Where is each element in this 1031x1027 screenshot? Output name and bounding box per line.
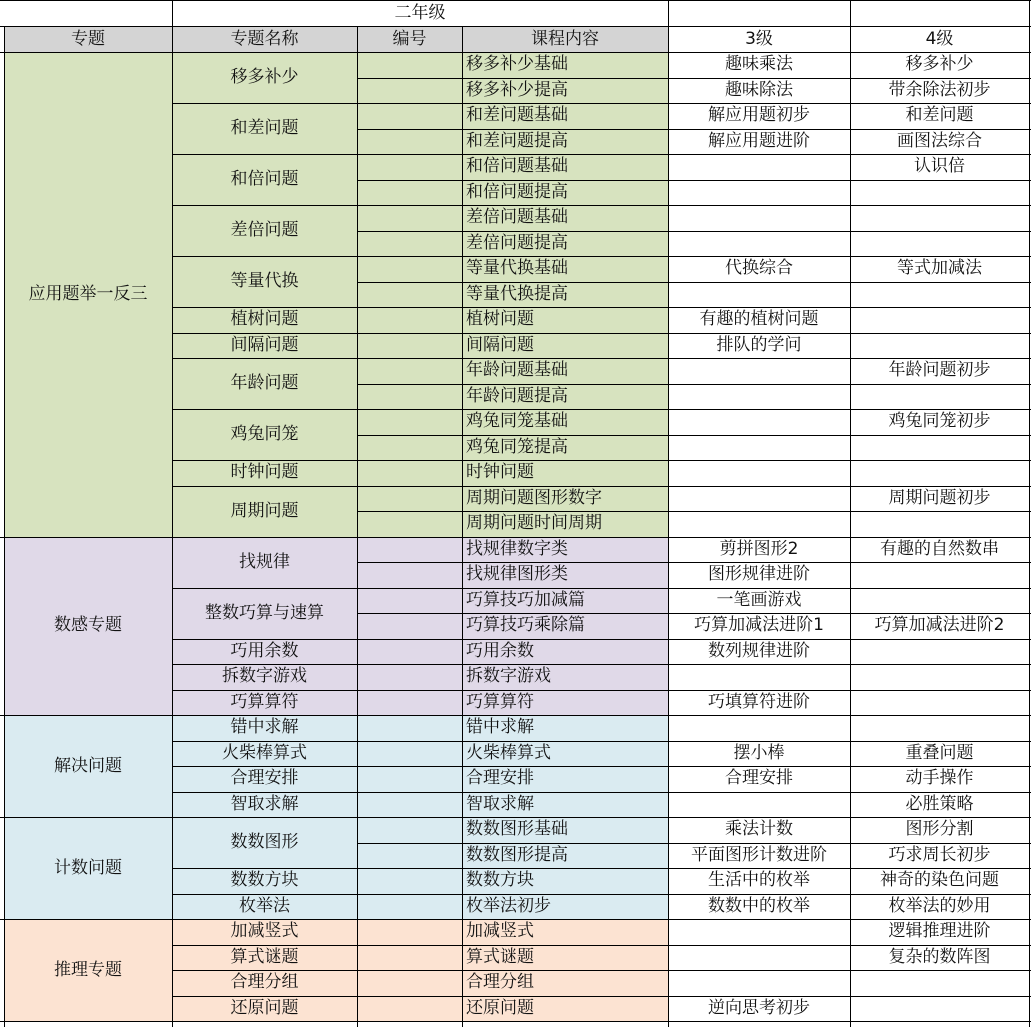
level3-cell[interactable]: 趣味除法	[725, 79, 793, 100]
course-content-cell[interactable]: 时钟问题	[462, 460, 668, 486]
course-content-cell[interactable]: 枚举法初步	[462, 894, 668, 920]
table-title[interactable]: 二年级	[394, 2, 446, 23]
topic-name-cell[interactable]: 鸡兔同笼	[172, 409, 357, 460]
course-content-cell[interactable]: 周期问题图形数字	[462, 486, 668, 512]
topic-name-cell[interactable]: 合理分组	[172, 970, 357, 996]
course-content-cell[interactable]: 加减竖式	[462, 919, 668, 945]
grid-line	[357, 231, 1031, 232]
grid-line	[0, 0, 1031, 1]
grid-line	[0, 537, 1031, 538]
topic-name-cell[interactable]: 合理安排	[172, 766, 357, 792]
level4-cell[interactable]	[850, 690, 1029, 716]
course-content-cell[interactable]: 等量代换提高	[462, 282, 668, 308]
level4-cell[interactable]	[850, 639, 1029, 665]
course-content-cell[interactable]: 植树问题	[462, 307, 668, 333]
course-content-cell[interactable]: 周期问题时间周期	[462, 511, 668, 537]
level3-cell[interactable]	[668, 460, 850, 486]
grid-line	[172, 690, 462, 691]
grid-line	[172, 664, 462, 665]
course-content-cell[interactable]: 数数图形提高	[462, 843, 668, 869]
grid-line	[357, 562, 1031, 563]
header-topic-name[interactable]: 专题名称	[172, 26, 357, 52]
grid-line	[172, 205, 462, 206]
course-content-cell[interactable]: 巧算技巧加减篇	[462, 588, 668, 614]
level4-cell[interactable]: 等式加减法	[897, 258, 982, 279]
course-content-cell[interactable]: 和差问题提高	[462, 129, 668, 155]
grid-line	[172, 103, 462, 104]
number-cell[interactable]	[357, 639, 462, 665]
course-content-cell[interactable]: 数数图形基础	[462, 817, 668, 843]
level4-cell[interactable]: 带余除法初步	[888, 79, 991, 100]
topic-name-cell[interactable]: 和倍问题	[172, 154, 357, 205]
level4-cell[interactable]	[850, 664, 1029, 690]
topic-name-cell[interactable]: 巧算算符	[172, 690, 357, 716]
grid-line	[0, 26, 1031, 27]
topic-name-cell[interactable]: 数数图形	[172, 817, 357, 868]
header-level3[interactable]: 3级	[745, 28, 773, 49]
grid-line	[357, 78, 1031, 79]
grid-line	[357, 26, 358, 52]
level3-cell[interactable]	[668, 384, 850, 410]
topic-name-cell[interactable]: 和差问题	[172, 103, 357, 154]
course-content-cell[interactable]: 差倍问题基础	[462, 205, 668, 231]
grid-line	[0, 919, 1031, 920]
level3-cell[interactable]	[668, 486, 850, 512]
course-content-cell[interactable]: 间隔问题	[462, 333, 668, 359]
grid-line	[172, 766, 462, 767]
level4-cell[interactable]	[850, 511, 1029, 537]
level4-cell[interactable]	[850, 231, 1029, 257]
grid-line	[462, 52, 463, 1027]
level4-cell[interactable]	[850, 282, 1029, 308]
number-cell[interactable]	[357, 690, 462, 716]
grid-line	[172, 868, 462, 869]
course-content-cell[interactable]: 合理分组	[462, 970, 668, 996]
course-content-cell[interactable]: 错中求解	[462, 715, 668, 741]
topic-name-cell[interactable]: 整数巧算与速算	[172, 588, 357, 639]
grid-line	[172, 333, 462, 334]
level3-cell[interactable]	[668, 715, 850, 741]
grid-line	[172, 26, 173, 52]
number-cell[interactable]	[357, 460, 462, 486]
level4-cell[interactable]	[850, 435, 1029, 461]
grid-line	[1029, 52, 1030, 1027]
grid-line	[357, 282, 1031, 283]
grid-line	[172, 996, 462, 997]
grid-line	[0, 817, 1031, 818]
number-cell[interactable]	[357, 741, 462, 767]
grid-line	[172, 409, 462, 410]
grid-line	[850, 52, 851, 1027]
topic-name-cell[interactable]: 数数方块	[172, 868, 357, 894]
grid-line	[172, 256, 462, 257]
topic-name-cell[interactable]: 巧用余数	[172, 639, 357, 665]
course-content-cell[interactable]: 找规律数字类	[462, 537, 668, 563]
level3-cell[interactable]: 合理安排	[725, 768, 793, 789]
course-content-cell[interactable]: 合理安排	[462, 766, 668, 792]
level3-cell[interactable]: 一笔画游戏	[716, 589, 802, 610]
topic-name-cell[interactable]: 枚举法	[172, 894, 357, 920]
topic-name-cell[interactable]: 差倍问题	[172, 205, 357, 256]
level4-cell[interactable]: 枚举法的妙用	[888, 895, 991, 916]
grid-line	[357, 843, 1031, 844]
course-content-cell[interactable]: 拆数字游戏	[462, 664, 668, 690]
level4-cell[interactable]	[850, 333, 1029, 359]
level4-cell[interactable]: 动手操作	[905, 768, 974, 789]
number-cell[interactable]	[357, 894, 462, 920]
header-number[interactable]: 编号	[357, 26, 462, 52]
course-content-cell[interactable]: 差倍问题提高	[462, 231, 668, 257]
level3-cell[interactable]: 乘法计数	[725, 819, 793, 840]
level4-cell[interactable]: 移多补少	[905, 54, 974, 75]
course-content-cell[interactable]: 巧算算符	[462, 690, 668, 716]
header-course-content[interactable]: 课程内容	[462, 26, 668, 52]
header-level4[interactable]: 4级	[925, 28, 954, 49]
topic-name-cell[interactable]: 周期问题	[172, 486, 357, 537]
level4-cell[interactable]: 图形分割	[905, 819, 974, 840]
level3-cell[interactable]	[668, 231, 850, 257]
topic-group-cell[interactable]: 计数问题	[4, 817, 172, 919]
topic-group-cell[interactable]: 解决问题	[4, 715, 172, 817]
level3-cell[interactable]: 逆向思考初步	[708, 997, 810, 1018]
grid-line	[172, 486, 462, 487]
grid-line	[357, 511, 1031, 512]
topic-name-cell[interactable]: 找规律	[172, 537, 357, 588]
topic-group-cell[interactable]: 数感专题	[4, 537, 172, 716]
grid-line	[357, 613, 1031, 614]
topic-group-cell[interactable]: 应用题举一反三	[4, 52, 172, 537]
level3-cell[interactable]: 巧算加减法进阶1	[694, 615, 824, 636]
level4-cell[interactable]: 周期问题初步	[888, 487, 991, 508]
grid-line	[172, 0, 173, 26]
level3-cell[interactable]	[668, 792, 850, 818]
course-content-cell[interactable]: 还原问题	[462, 996, 668, 1022]
level3-cell[interactable]	[668, 282, 850, 308]
level3-cell[interactable]: 代换综合	[725, 258, 793, 279]
number-cell[interactable]	[357, 868, 462, 894]
topic-name-cell[interactable]: 错中求解	[172, 715, 357, 741]
topic-name-cell[interactable]: 移多补少	[172, 52, 357, 103]
level3-cell[interactable]: 数列规律进阶	[708, 640, 810, 661]
header-topic[interactable]: 专题	[4, 26, 172, 52]
level4-cell[interactable]: 必胜策略	[905, 793, 974, 814]
topic-name-cell[interactable]: 年龄问题	[172, 358, 357, 409]
level4-cell[interactable]	[850, 996, 1029, 1022]
level3-cell[interactable]: 平面图形计数进阶	[691, 844, 827, 865]
course-content-cell[interactable]: 鸡兔同笼提高	[462, 435, 668, 461]
level3-cell[interactable]	[668, 180, 850, 206]
number-cell[interactable]	[357, 664, 462, 690]
course-content-cell[interactable]: 巧算技巧乘除篇	[462, 613, 668, 639]
grid-line	[172, 792, 462, 793]
level3-cell[interactable]: 剪拼图形2	[719, 538, 799, 559]
level4-cell[interactable]: 重叠问题	[905, 742, 974, 763]
level3-cell[interactable]: 生活中的枚举	[708, 870, 810, 891]
level4-cell[interactable]: 和差问题	[905, 105, 974, 126]
number-cell[interactable]	[357, 970, 462, 996]
level4-cell[interactable]: 认识倍	[914, 156, 965, 177]
grid-line	[850, 26, 851, 52]
grid-line	[850, 0, 851, 26]
number-cell[interactable]	[357, 307, 462, 333]
level4-cell[interactable]	[850, 562, 1029, 588]
course-content-cell[interactable]: 算式谜题	[462, 945, 668, 971]
course-content-cell[interactable]: 和倍问题提高	[462, 180, 668, 206]
topic-name-cell[interactable]: 火柴棒算式	[172, 741, 357, 767]
grid-line	[172, 970, 462, 971]
level4-cell[interactable]	[850, 970, 1029, 996]
course-content-cell[interactable]: 数数方块	[462, 868, 668, 894]
grid-line	[668, 52, 669, 1027]
topic-name-cell[interactable]: 还原问题	[172, 996, 357, 1022]
level3-cell[interactable]: 趣味乘法	[725, 54, 793, 75]
topic-name-cell[interactable]: 等量代换	[172, 256, 357, 307]
level4-cell[interactable]	[850, 715, 1029, 741]
level3-cell[interactable]	[668, 435, 850, 461]
grid-line	[1029, 0, 1030, 26]
level4-cell[interactable]	[850, 180, 1029, 206]
level3-cell[interactable]: 解应用题进阶	[708, 130, 810, 151]
level3-cell[interactable]	[668, 511, 850, 537]
grid-line	[357, 129, 1031, 130]
number-cell[interactable]	[357, 792, 462, 818]
grid-line	[172, 52, 173, 1027]
number-cell[interactable]	[357, 919, 462, 945]
number-cell[interactable]	[357, 945, 462, 971]
course-content-cell[interactable]: 鸡兔同笼基础	[462, 409, 668, 435]
number-cell[interactable]	[357, 766, 462, 792]
level3-cell[interactable]	[668, 154, 850, 180]
level4-cell[interactable]	[850, 307, 1029, 333]
grid-line	[1029, 26, 1030, 52]
number-cell[interactable]	[357, 715, 462, 741]
course-content-cell[interactable]: 等量代换基础	[462, 256, 668, 282]
grid-line	[172, 154, 462, 155]
number-cell[interactable]	[357, 333, 462, 359]
grid-line	[172, 741, 462, 742]
course-content-cell[interactable]: 和差问题基础	[462, 103, 668, 129]
level3-cell[interactable]	[668, 205, 850, 231]
topic-name-cell[interactable]: 智取求解	[172, 792, 357, 818]
grid-line	[172, 894, 462, 895]
number-cell[interactable]	[357, 996, 462, 1022]
level4-cell[interactable]: 巧算加减法进阶2	[874, 615, 1005, 636]
level4-cell[interactable]: 神奇的染色问题	[880, 870, 999, 891]
level3-cell[interactable]	[668, 970, 850, 996]
course-content-cell[interactable]: 年龄问题提高	[462, 384, 668, 410]
level3-cell[interactable]	[668, 919, 850, 945]
grid-line	[172, 588, 462, 589]
level4-cell[interactable]: 鸡兔同笼初步	[888, 411, 991, 432]
level3-cell[interactable]: 排队的学问	[716, 334, 802, 355]
level3-cell[interactable]: 图形规律进阶	[708, 564, 810, 585]
grid-line	[668, 0, 669, 26]
grid-line	[668, 26, 669, 52]
level4-cell[interactable]: 年龄问题初步	[888, 360, 991, 381]
level3-cell[interactable]: 有趣的植树问题	[699, 309, 819, 330]
level4-cell[interactable]: 有趣的自然数串	[880, 538, 999, 559]
grid-line	[357, 52, 358, 1027]
course-content-cell[interactable]: 和倍问题基础	[462, 154, 668, 180]
course-content-cell[interactable]: 移多补少基础	[462, 52, 668, 78]
level4-cell[interactable]	[850, 384, 1029, 410]
grid-line	[172, 639, 462, 640]
grid-line	[357, 180, 1031, 181]
grid-line	[4, 26, 5, 52]
level4-cell[interactable]: 画图法综合	[897, 130, 982, 151]
course-content-cell[interactable]: 找规律图形类	[462, 562, 668, 588]
grid-line	[357, 384, 1031, 385]
level3-cell[interactable]	[668, 945, 850, 971]
level3-cell[interactable]: 巧填算符进阶	[708, 691, 810, 712]
grid-line	[172, 358, 462, 359]
topic-name-cell[interactable]: 时钟问题	[172, 460, 357, 486]
level4-cell[interactable]: 复杂的数阵图	[888, 946, 991, 967]
level4-cell[interactable]: 巧求周长初步	[888, 844, 991, 865]
grid-line	[172, 460, 462, 461]
topic-name-cell[interactable]: 算式谜题	[172, 945, 357, 971]
grid-line	[172, 945, 462, 946]
grid-line	[0, 52, 1031, 53]
topic-name-cell[interactable]: 植树问题	[172, 307, 357, 333]
level3-cell[interactable]: 摆小棒	[733, 742, 785, 763]
topic-name-cell[interactable]: 间隔问题	[172, 333, 357, 359]
level3-cell[interactable]	[668, 664, 850, 690]
level3-cell[interactable]	[668, 409, 850, 435]
grid-line	[462, 26, 463, 52]
grid-line	[0, 715, 1031, 716]
grid-line	[4, 52, 5, 1027]
course-content-cell[interactable]: 年龄问题基础	[462, 358, 668, 384]
level4-cell[interactable]	[850, 588, 1029, 614]
level4-cell[interactable]	[850, 460, 1029, 486]
level4-cell[interactable]: 逻辑推理进阶	[888, 921, 991, 942]
course-content-cell[interactable]: 移多补少提高	[462, 78, 668, 104]
level4-cell[interactable]	[850, 205, 1029, 231]
grid-line	[172, 307, 462, 308]
level3-cell[interactable]	[668, 358, 850, 384]
level3-cell[interactable]: 数数中的枚举	[708, 895, 810, 916]
topic-name-cell[interactable]: 加减竖式	[172, 919, 357, 945]
topic-group-cell[interactable]: 推理专题	[4, 919, 172, 1021]
grid-line	[0, 1021, 1031, 1022]
course-content-cell[interactable]: 智取求解	[462, 792, 668, 818]
level3-cell[interactable]: 解应用题初步	[708, 105, 810, 126]
grid-line	[357, 435, 1031, 436]
course-content-cell[interactable]: 巧用余数	[462, 639, 668, 665]
topic-name-cell[interactable]: 拆数字游戏	[172, 664, 357, 690]
course-content-cell[interactable]: 火柴棒算式	[462, 741, 668, 767]
